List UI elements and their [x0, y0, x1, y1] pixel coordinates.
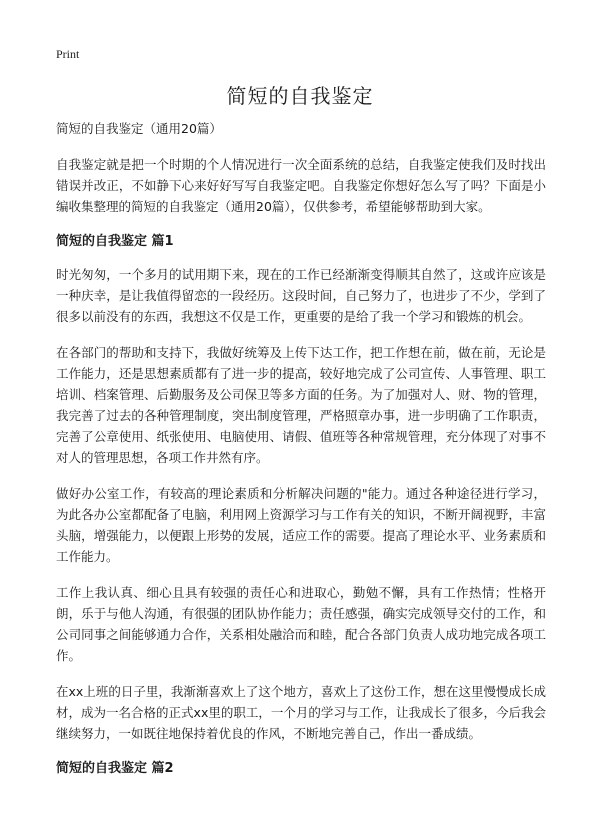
section-heading-2: 简短的自我鉴定 篇2 — [56, 761, 174, 776]
document-body — [56, 119, 546, 791]
paragraph: 在xx上班的日子里，我渐渐喜欢上了这个地方，喜欢上了这份工作，想在这里慢慢成长成材，成为一名合格的正式xx里的职工，一个月的学习与工作，让我成长了很多，今后我会继续努力，一如既往地保持着优良的作风，不断地完善自己，作出一番成绩。 — [56, 684, 546, 741]
intro-paragraph: 自我鉴定就是把一个时期的个人情况进行一次全面系统的总结，自我鉴定使我们及时找出错误并改正，不如静下心来好好写写自我鉴定吧。自我鉴定你想好怎么写了吗？下面是小编收集整理的简短的自我鉴定（通用20篇），仅供参考，希望能够帮助到大家。 — [56, 157, 546, 214]
page-title: 简短的自我鉴定 — [226, 84, 374, 108]
print-link[interactable]: Print — [56, 47, 80, 61]
paragraph: 在各部门的帮助和支持下，我做好统筹及上传下达工作，把工作想在前，做在前，无论是工作能力，还是思想素质都有了进一步的提高，较好地完成了公司宣传、人事管理、职工培训、档案管理、后勤服务及公司保卫等多方面的任务。为了加强对人、财、物的管理，我完善了过去的各种管理制度，突出制度管理，严格照章办事，进一步明确了工作职责，完善了公章使用、纸张使用、电脑使用、请假、值班等各种常规管理，充分体现了对事不对人的管理思想，各项工作井然有序。 — [56, 345, 546, 465]
paragraph: 工作上我认真、细心且具有较强的责任心和进取心，勤勉不懈，具有工作热情；性格开朗，乐于与他人沟通，有很强的团队协作能力；责任感强，确实完成领导交付的工作，和公司同事之间能够通力合作，关系相处融洽而和睦，配合各部门负责人成功地完成各项工作。 — [56, 585, 546, 663]
section-heading-1: 简短的自我鉴定 篇1 — [56, 234, 174, 249]
paragraph: 做好办公室工作，有较高的理论素质和分析解决问题的"能力。通过各种途径进行学习，为此各办公室都配备了电脑，利用网上资源学习与工作有关的知识，不断开阔视野，丰富头脑，增强能力，以便跟上形势的发展，适应工作的需要。提高了理论水平、业务素质和工作能力。 — [56, 486, 546, 564]
paragraph: 时光匆匆，一个多月的试用期下来，现在的工作已经渐渐变得顺其自然了，这或许应该是一种庆幸，是让我值得留恋的一段经历。这段时间，自己努力了，也进步了不少，学到了很多以前没有的东西，我想这不仅是工作，更重要的是给了我一个学习和锻炼的机会。 — [56, 267, 546, 324]
document-subtitle: 简短的自我鉴定（通用20篇） — [56, 121, 222, 136]
